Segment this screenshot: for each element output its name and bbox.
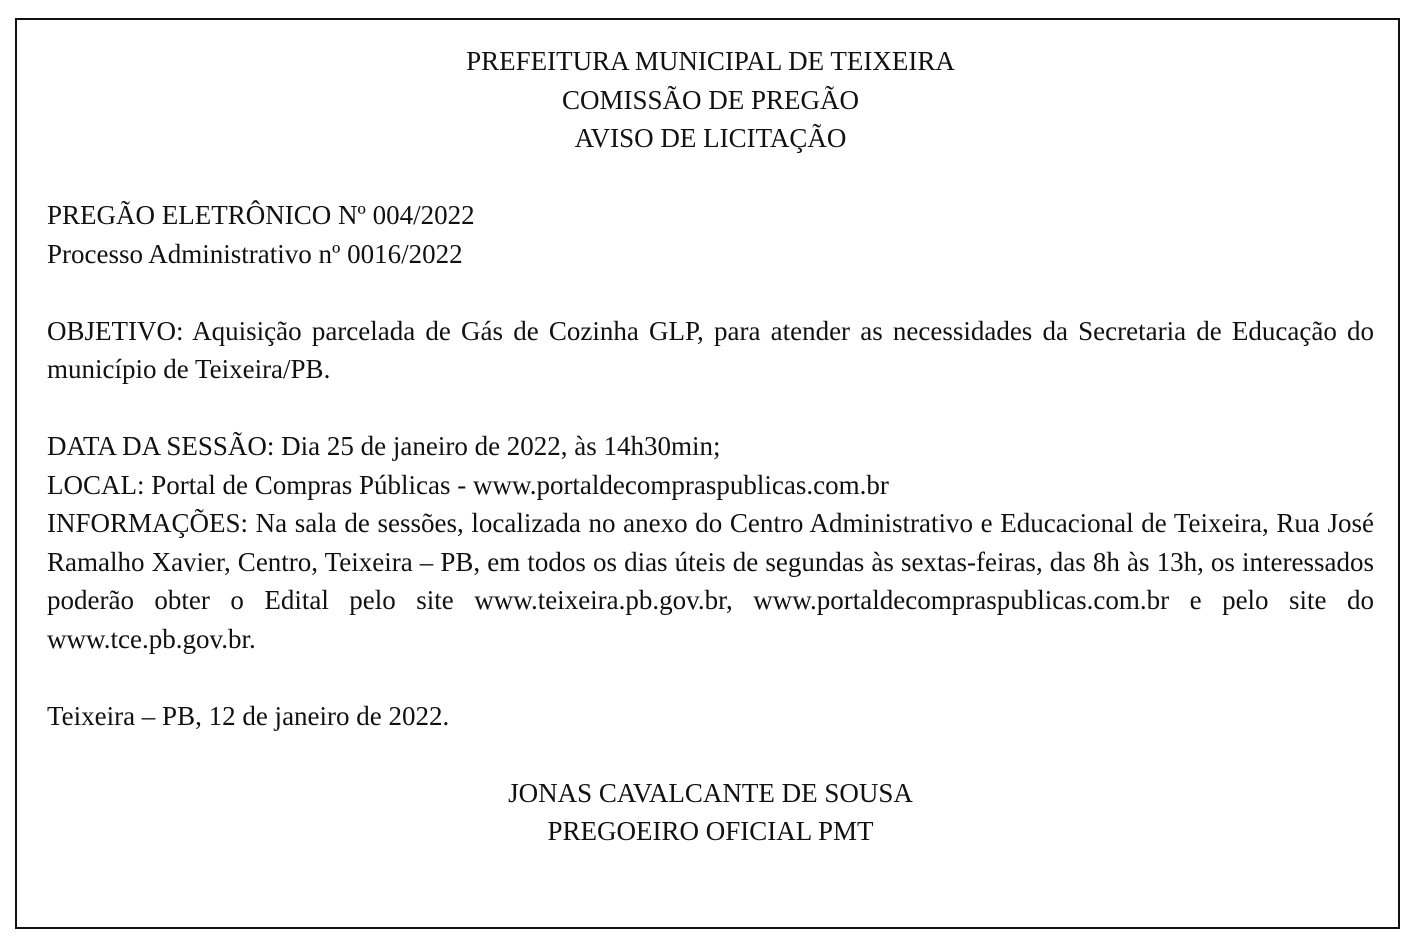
- objective-paragraph: OBJETIVO: Aquisição parcelada de Gás de Cozinha GLP, para atender as necessidades da Secretaria de Educação do município de Teixeira/PB.: [47, 315, 1374, 384]
- signatory-role: PREGOEIRO OFICIAL PMT: [547, 816, 874, 846]
- notice-body: [47, 42, 1374, 851]
- header-municipality: PREFEITURA MUNICIPAL DE TEIXEIRA: [466, 46, 955, 76]
- session-date: DATA DA SESSÃO: Dia 25 de janeiro de 2022, às 14h30min;: [47, 431, 721, 461]
- signatory-name: JONAS CAVALCANTE DE SOUSA: [508, 777, 913, 808]
- document-frame: [15, 18, 1400, 929]
- spacer: [47, 158, 1374, 197]
- session-info: [47, 427, 1374, 658]
- date-place: Teixeira – PB, 12 de janeiro de 2022.: [47, 700, 450, 731]
- information-paragraph: INFORMAÇÕES: Na sala de sessões, localizada no anexo do Centro Administrativo e Educacional de Teixeira, Rua José Ramalho Xavier, Centro, Teixeira – PB, em todos os dias úteis de segundas às sextas-feiras, das 8h às 13h, os interessados poderão obter o Edital pelo site www.teixeira.pb.gov.br, www.portaldecompraspublicas.com.br e pelo site do www.tce.pb.gov.br.: [47, 508, 1374, 654]
- spacer: [47, 735, 1374, 774]
- session-location: LOCAL: Portal de Compras Públicas - www.portaldecompraspublicas.com.br: [47, 469, 889, 500]
- spacer: [47, 273, 1374, 312]
- spacer: [47, 389, 1374, 428]
- signature-block: [47, 774, 1374, 851]
- header-commission: COMISSÃO DE PREGÃO: [561, 84, 860, 115]
- process-info: [47, 196, 1374, 273]
- notice-header: [47, 42, 1374, 158]
- header-notice-title: AVISO DE LICITAÇÃO: [574, 123, 847, 153]
- pregao-number: PREGÃO ELETRÔNICO Nº 004/2022: [47, 200, 475, 230]
- spacer: [47, 658, 1374, 697]
- process-number: Processo Administrativo nº 0016/2022: [47, 238, 463, 269]
